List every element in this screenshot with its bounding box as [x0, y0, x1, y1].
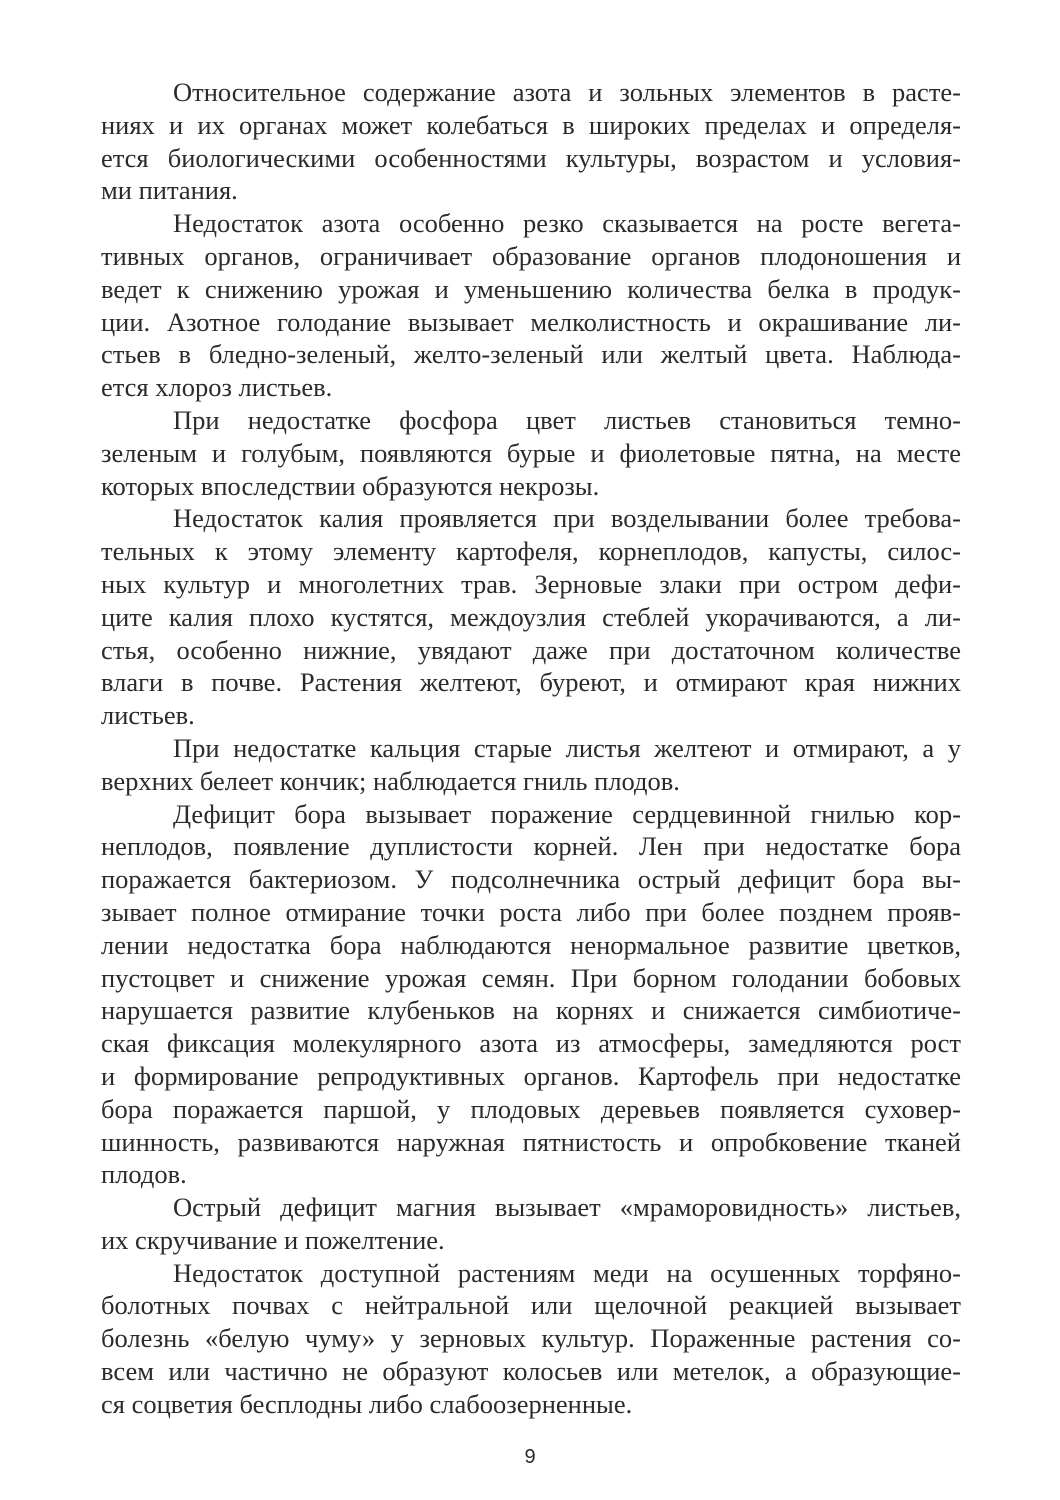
text-line: ми питания. [101, 175, 238, 206]
text-line: ците калия плохо кустятся, междоузлия стеблей укорачиваются, а ли- [101, 601, 961, 632]
paragraph [101, 502, 961, 732]
text-line: влаги в почве. Растения желтеют, буреют, и отмирают края нижних [101, 667, 961, 698]
text-body [101, 76, 961, 1421]
text-line: Острый дефицит магния вызывает «мраморовидность» листьев, [173, 1192, 961, 1223]
text-line: ции. Азотное голодание вызывает мелколистность и окрашивание ли- [101, 306, 961, 337]
paragraph [101, 76, 961, 207]
text-line: Относительное содержание азота и зольных элементов в расте- [173, 77, 961, 107]
text-line: Недостаток калия проявляется при возделывании более требова- [173, 503, 961, 534]
text-line: болотных почвах с нейтральной или щелочной реакцией вызывает [101, 1290, 961, 1321]
text-line: Дефицит бора вызывает поражение сердцевинной гнилью кор- [173, 798, 961, 829]
text-line: ведет к снижению урожая и уменьшению количества белка в продук- [101, 273, 961, 304]
text-line: пустоцвет и снижение урожая семян. При борном голодании бобовых [101, 962, 961, 993]
text-line: которых впоследствии образуются некрозы. [101, 470, 600, 501]
text-line: болезнь «белую чуму» у зерновых культур. Пораженные растения со- [101, 1323, 961, 1354]
text-line: ется хлороз листьев. [101, 372, 333, 403]
text-line: шинность, развиваются наружная пятнистость и опробковение тканей [101, 1126, 961, 1157]
text-line: и формирование репродуктивных органов. Картофель при недостатке [101, 1060, 961, 1091]
text-line: ных культур и многолетних трав. Зерновые злаки при остром дефи- [101, 568, 961, 599]
text-line: ся соцветия бесплодны либо слабоозерненные. [101, 1388, 633, 1419]
text-line: При недостатке кальция старые листья желтеют и отмирают, а у [173, 732, 961, 763]
text-line: лении недостатка бора наблюдаются ненормальное развитие цветков, [101, 929, 961, 960]
page-number: 9 [524, 1446, 536, 1468]
text-line: тельных к этому элементу картофеля, корнеплодов, капусты, силос- [101, 536, 961, 567]
text-line: ская фиксация молекулярного азота из атмосферы, замедляются рост [101, 1028, 961, 1059]
text-line: бора поражается паршой, у плодовых деревьев появляется суховер- [101, 1093, 961, 1124]
text-line: Недостаток доступной растениям меди на осушенных торфяно- [173, 1257, 961, 1288]
text-line: стья, особенно нижние, увядают даже при достаточном количестве [101, 634, 961, 665]
paragraph [101, 207, 961, 404]
text-line: всем или частично не образуют колосьев или метелок, а образующие- [101, 1356, 961, 1387]
text-line: листьев. [101, 700, 195, 731]
text-line: неплодов, появление дуплистости корней. Лен при недостатке бора [101, 831, 961, 862]
text-line: ниях и их органах может колебаться в широких пределах и определя- [101, 109, 961, 140]
text-line: ется биологическими особенностями культуры, возрастом и условия- [101, 142, 961, 173]
text-line: верхних белеет кончик; наблюдается гниль плодов. [101, 765, 680, 796]
text-line: зеленым и голубым, появляются бурые и фиолетовые пятна, на месте [101, 437, 961, 468]
text-line: При недостатке фосфора цвет листьев становиться темно- [173, 404, 961, 435]
text-line: стьев в бледно-зеленый, желто-зеленый или желтый цвета. Наблюда- [101, 339, 961, 370]
text-line: тивных органов, ограничивает образование органов плодоношения и [101, 240, 961, 271]
text-line: нарушается развитие клубеньков на корнях и снижается симбиотиче- [101, 995, 961, 1026]
text-line: плодов. [101, 1159, 187, 1190]
document-page [101, 76, 961, 1421]
text-line: поражается бактериозом. У подсолнечника острый дефицит бора вы- [101, 864, 961, 895]
text-line: Недостаток азота особенно резко сказывается на росте вегета- [173, 208, 961, 239]
text-line: их скручивание и пожелтение. [101, 1224, 445, 1255]
text-line: зывает полное отмирание точки роста либо при более позднем прояв- [101, 896, 961, 927]
paragraph [101, 732, 961, 798]
paragraph [101, 1191, 961, 1257]
paragraph [101, 404, 961, 502]
paragraph [101, 798, 961, 1192]
paragraph [101, 1257, 961, 1421]
